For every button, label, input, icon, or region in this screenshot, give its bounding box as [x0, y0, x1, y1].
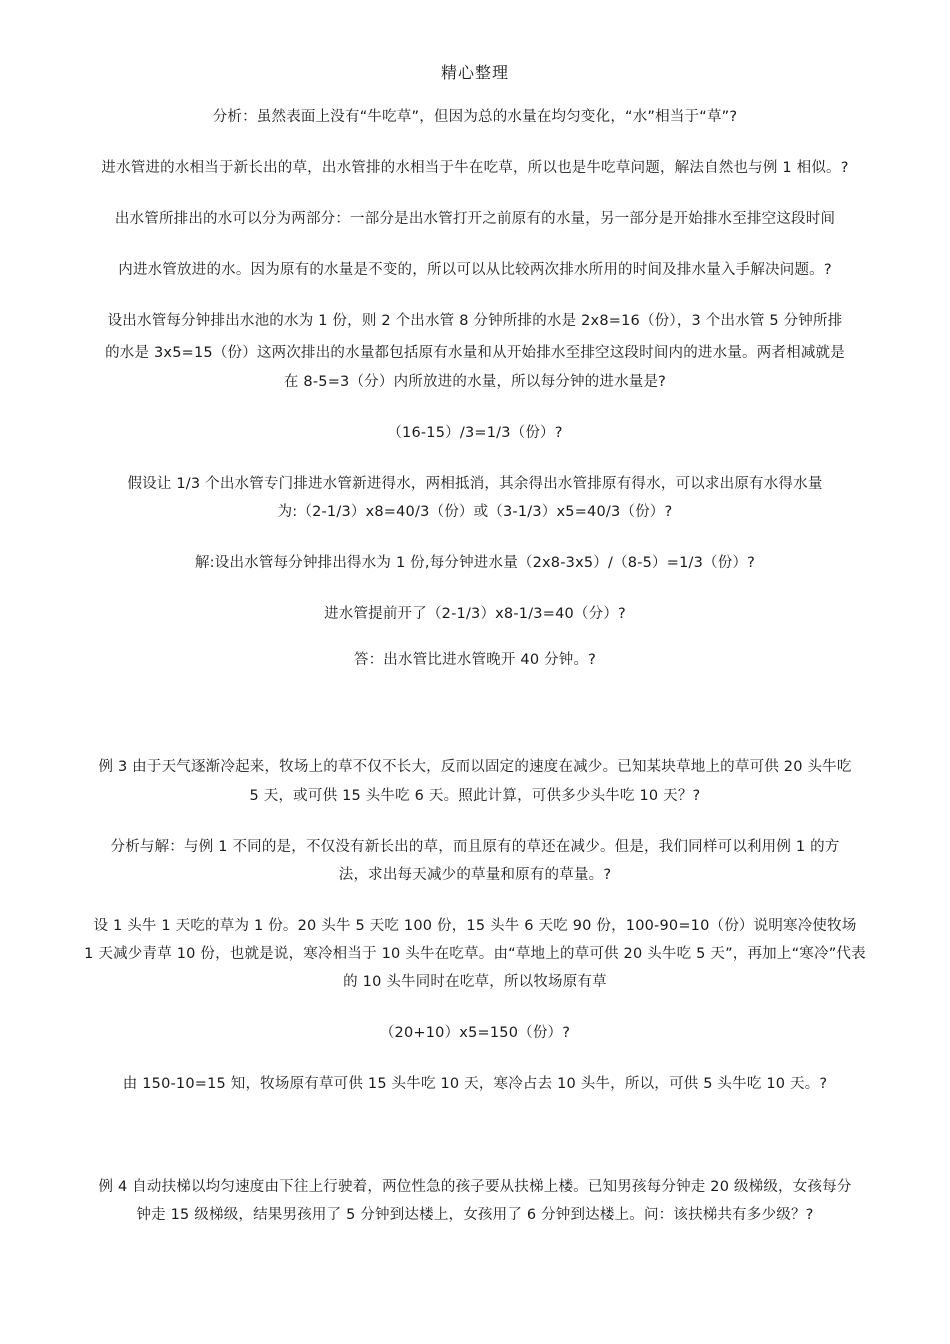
paragraph-line: 的水是 3x5=15（份）这两次排出的水量都包括原有水量和从开始排水至排空这段时间内的进水量。两者相减就是: [105, 345, 845, 361]
formula-line: （20+10）x5=150（份）?: [379, 1025, 571, 1041]
example-4-line: 钟走 15 级梯级，结果男孩用了 5 分钟到达楼上，女孩用了 6 分钟到达楼上。问：该扶梯共有多少级？?: [136, 1207, 814, 1223]
paragraph-line: 进水管进的水相当于新长出的草，出水管排的水相当于牛在吃草，所以也是牛吃草问题，解法自然也与例 1 相似。?: [101, 160, 849, 176]
paragraph-line: 假设让 1/3 个出水管专门排进水管新进得水，两相抵消，其余得出水管排原有得水，可以求出原有水得水量: [127, 476, 823, 492]
paragraph-line: 分析：虽然表面上没有“牛吃草”，但因为总的水量在均匀变化，“水”相当于“草”?: [212, 109, 738, 125]
paragraph-line: 设 1 头牛 1 天吃的草为 1 份。20 头牛 5 天吃 100 份，15 头牛 6 天吃 90 份，100-90=10（份）说明寒冷使牧场: [93, 918, 857, 934]
paragraph-line: 内进水管放进的水。因为原有的水量是不变的，所以可以从比较两次排水所用的时间及排水量入手解决问题。?: [118, 262, 832, 278]
example-4-line: 例 4 自动扶梯以均匀速度由下往上行驶着，两位性急的孩子要从扶梯上楼。已知男孩每分钟走 20 级梯级，女孩每分: [98, 1179, 852, 1195]
answer-line: 答：出水管比进水管晚开 40 分钟。?: [353, 652, 597, 668]
analysis-line: 法，求出每天减少的草量和原有的草量。?: [338, 867, 612, 883]
formula-line: 为:（2-1/3）x8=40/3（份）或（3-1/3）x5=40/3（份）?: [277, 504, 673, 520]
solution-line: 进水管提前开了（2-1/3）x8-1/3=40（分）?: [324, 606, 626, 622]
page-header: 精心整理: [440, 63, 509, 82]
analysis-line: 分析与解：与例 1 不同的是，不仅没有新长出的草，而且原有的草还在减少。但是，我们同样可以利用例 1 的方: [110, 839, 840, 855]
paragraph-line: 设出水管每分钟排出水池的水为 1 份，则 2 个出水管 8 分钟所排的水是 2x8=16（份），3 个出水管 5 分钟所排: [107, 313, 843, 329]
paragraph-line: 的 10 头牛同时在吃草，所以牧场原有草: [343, 974, 607, 990]
example-3-line: 例 3 由于天气逐渐冷起来，牧场上的草不仅不长大，反而以固定的速度在减少。已知某块草地上的草可供 20 头牛吃: [98, 759, 852, 775]
paragraph-line: 1 天减少青草 10 份，也就是说，寒冷相当于 10 头牛在吃草。由“草地上的草可供 20 头牛吃 5 天”，再加上“寒冷”代表: [84, 946, 866, 962]
paragraph-line: 出水管所排出的水可以分为两部分：一部分是出水管打开之前原有的水量，另一部分是开始排水至排空这段时间: [114, 211, 836, 227]
paragraph-line: 在 8-5=3（分）内所放进的水量，所以每分钟的进水量是?: [283, 374, 667, 390]
solution-line: 解:设出水管每分钟排出得水为 1 份,每分钟进水量（2x8-3x5）/（8-5）=1/3（份）?: [194, 555, 756, 571]
answer-line: 由 150-10=15 知，牧场原有草可供 15 头牛吃 10 天，寒冷占去 10 头牛，所以，可供 5 头牛吃 10 天。?: [122, 1076, 828, 1092]
formula-line: （16-15）/3=1/3（份）?: [387, 425, 563, 441]
example-3-line: 5 天，或可供 15 头牛吃 6 天。照此计算，可供多少头牛吃 10 天？?: [249, 788, 701, 804]
